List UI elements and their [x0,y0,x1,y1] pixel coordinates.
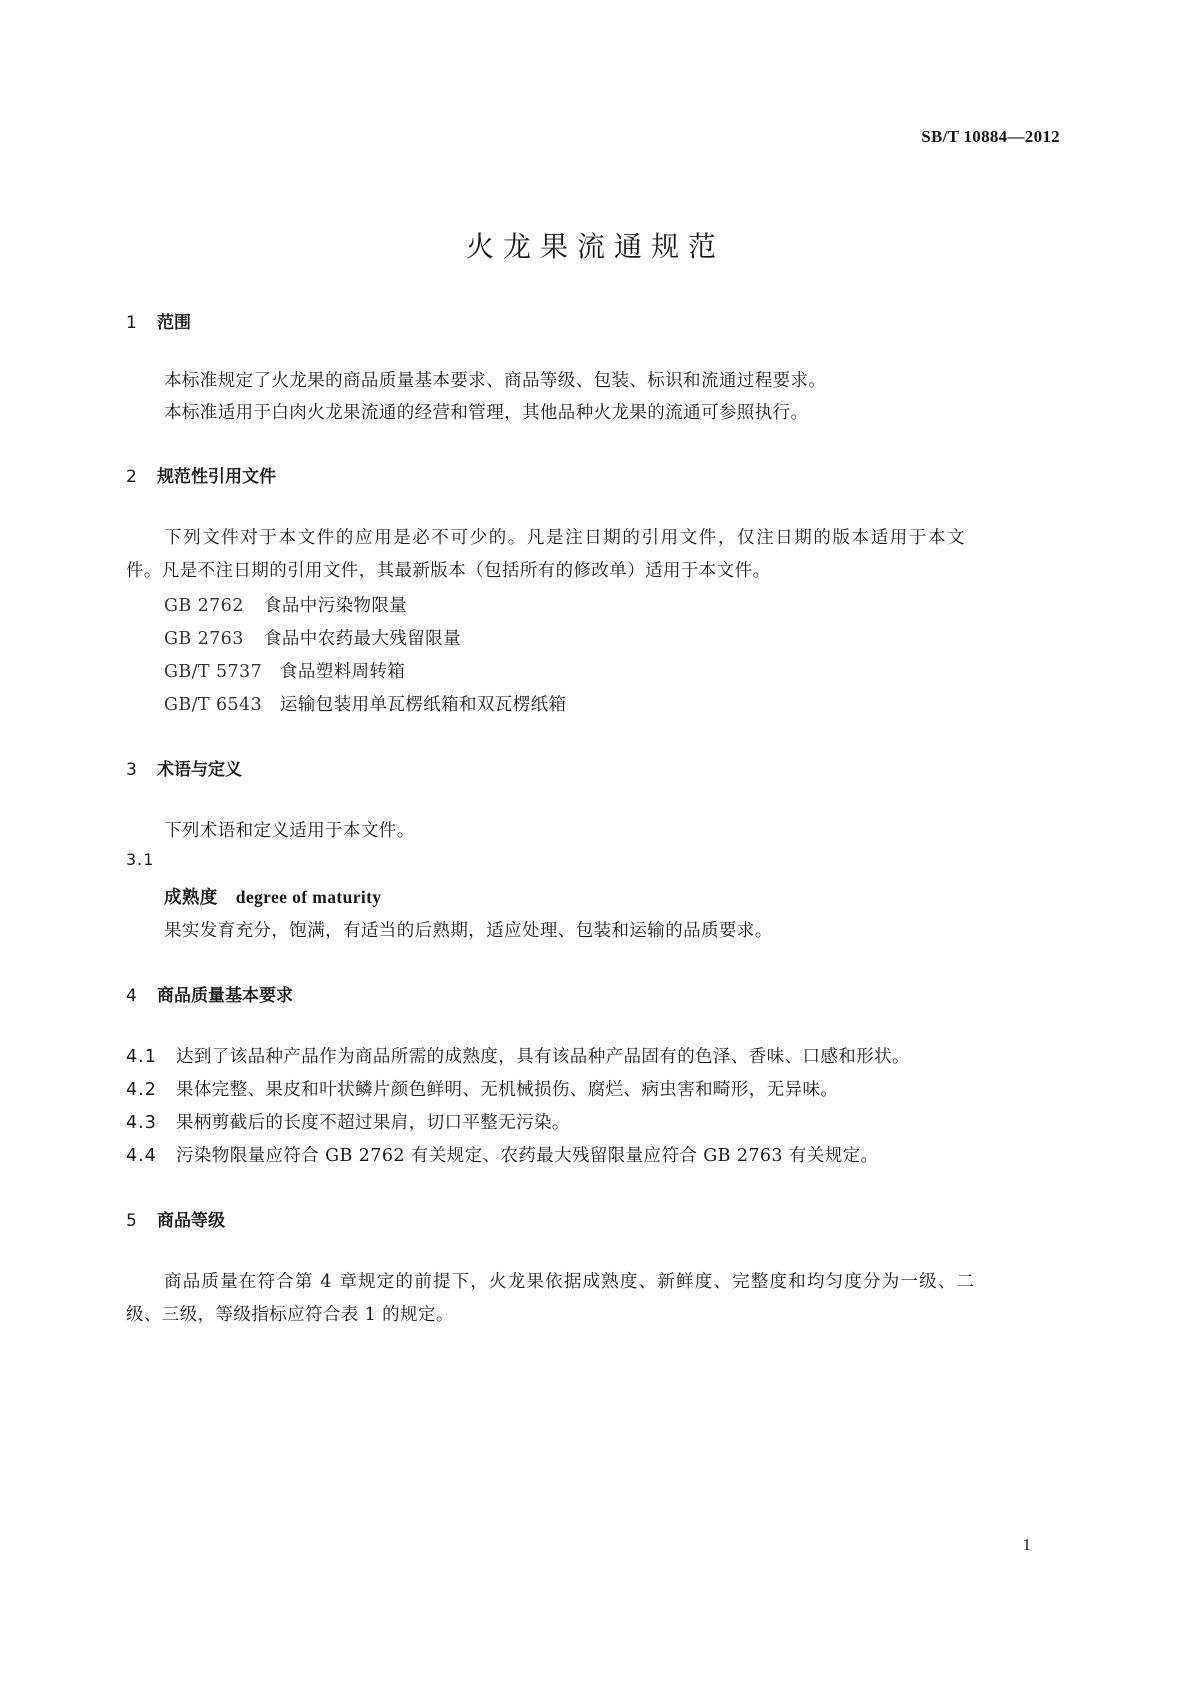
section-title: 规范性引用文件 [157,467,276,487]
term-english: degree of maturity [235,887,382,907]
requirement-text: 果柄剪截后的长度不超过果肩，切口平整无污染。 [176,1113,570,1133]
section-number: 3 [126,760,137,780]
reference-code: GB 2762 [164,596,244,616]
page-number: 1 [1022,1535,1031,1554]
standard-code: SB/T 10884—2012 [921,127,1060,146]
requirement-item [126,1076,838,1101]
reference-item [164,691,566,716]
requirement-item [126,1043,910,1068]
requirement-text: 污染物限量应符合 GB 2762 有关规定、农药最大残留限量应符合 GB 2763 有关规定。 [176,1146,879,1166]
requirement-number: 4.3 [126,1113,157,1133]
requirement-number: 4.1 [126,1047,157,1067]
document-title: 火龙果流通规范 [465,230,725,263]
paragraph: 商品质量在符合第 4 章规定的前提下，火龙果依据成熟度、新鲜度、完整度和均匀度分为一级、二 [164,1272,976,1292]
section-title: 范围 [157,313,191,333]
section-heading-2 [126,462,276,487]
requirement-item [126,1109,570,1134]
paragraph: 下列文件对于本文件的应用是必不可少的。凡是注日期的引用文件，仅注日期的版本适用于本文 [164,528,967,548]
term-entry [164,884,382,909]
reference-title: 食品中污染物限量 [264,596,408,616]
section-number: 5 [126,1211,137,1231]
section-heading-3 [126,755,242,780]
reference-code: GB 2763 [164,629,244,649]
section-number: 2 [126,467,137,487]
reference-item [164,625,461,650]
section-heading-5 [126,1206,225,1231]
paragraph: 下列术语和定义适用于本文件。 [164,821,415,841]
section-title: 商品质量基本要求 [157,986,293,1006]
reference-title: 食品塑料周转箱 [280,662,406,682]
requirement-text: 果体完整、果皮和叶状鳞片颜色鲜明、无机械损伤、腐烂、病虫害和畸形，无异味。 [176,1080,839,1100]
paragraph: 本标准适用于白肉火龙果流通的经营和管理，其他品种火龙果的流通可参照执行。 [164,403,809,423]
section-title: 术语与定义 [157,760,242,780]
paragraph: 本标准规定了火龙果的商品质量基本要求、商品等级、包装、标识和流通过程要求。 [164,371,827,391]
paragraph: 件。凡是不注日期的引用文件，其最新版本（包括所有的修改单）适用于本文件。 [126,561,771,581]
term-definition: 果实发育充分，饱满，有适当的后熟期，适应处理、包装和运输的品质要求。 [164,921,773,941]
term-number: 3.1 [126,850,155,869]
requirement-number: 4.4 [126,1146,157,1166]
section-number: 4 [126,986,137,1006]
section-number: 1 [126,313,137,333]
reference-title: 运输包装用单瓦楞纸箱和双瓦楞纸箱 [280,695,567,715]
reference-code: GB/T 5737 [164,662,263,682]
term-chinese: 成熟度 [164,888,218,908]
section-heading-1 [126,308,191,333]
reference-code: GB/T 6543 [164,695,263,715]
requirement-number: 4.2 [126,1080,157,1100]
reference-item [164,592,407,617]
paragraph: 级、三级，等级指标应符合表 1 的规定。 [126,1305,454,1325]
reference-title: 食品中农药最大残留限量 [264,629,461,649]
reference-item [164,658,405,683]
requirement-item [126,1142,878,1167]
section-heading-4 [126,981,293,1006]
requirement-text: 达到了该品种产品作为商品所需的成熟度，具有该品种产品固有的色泽、香味、口感和形状。 [176,1047,910,1067]
section-title: 商品等级 [157,1211,225,1231]
